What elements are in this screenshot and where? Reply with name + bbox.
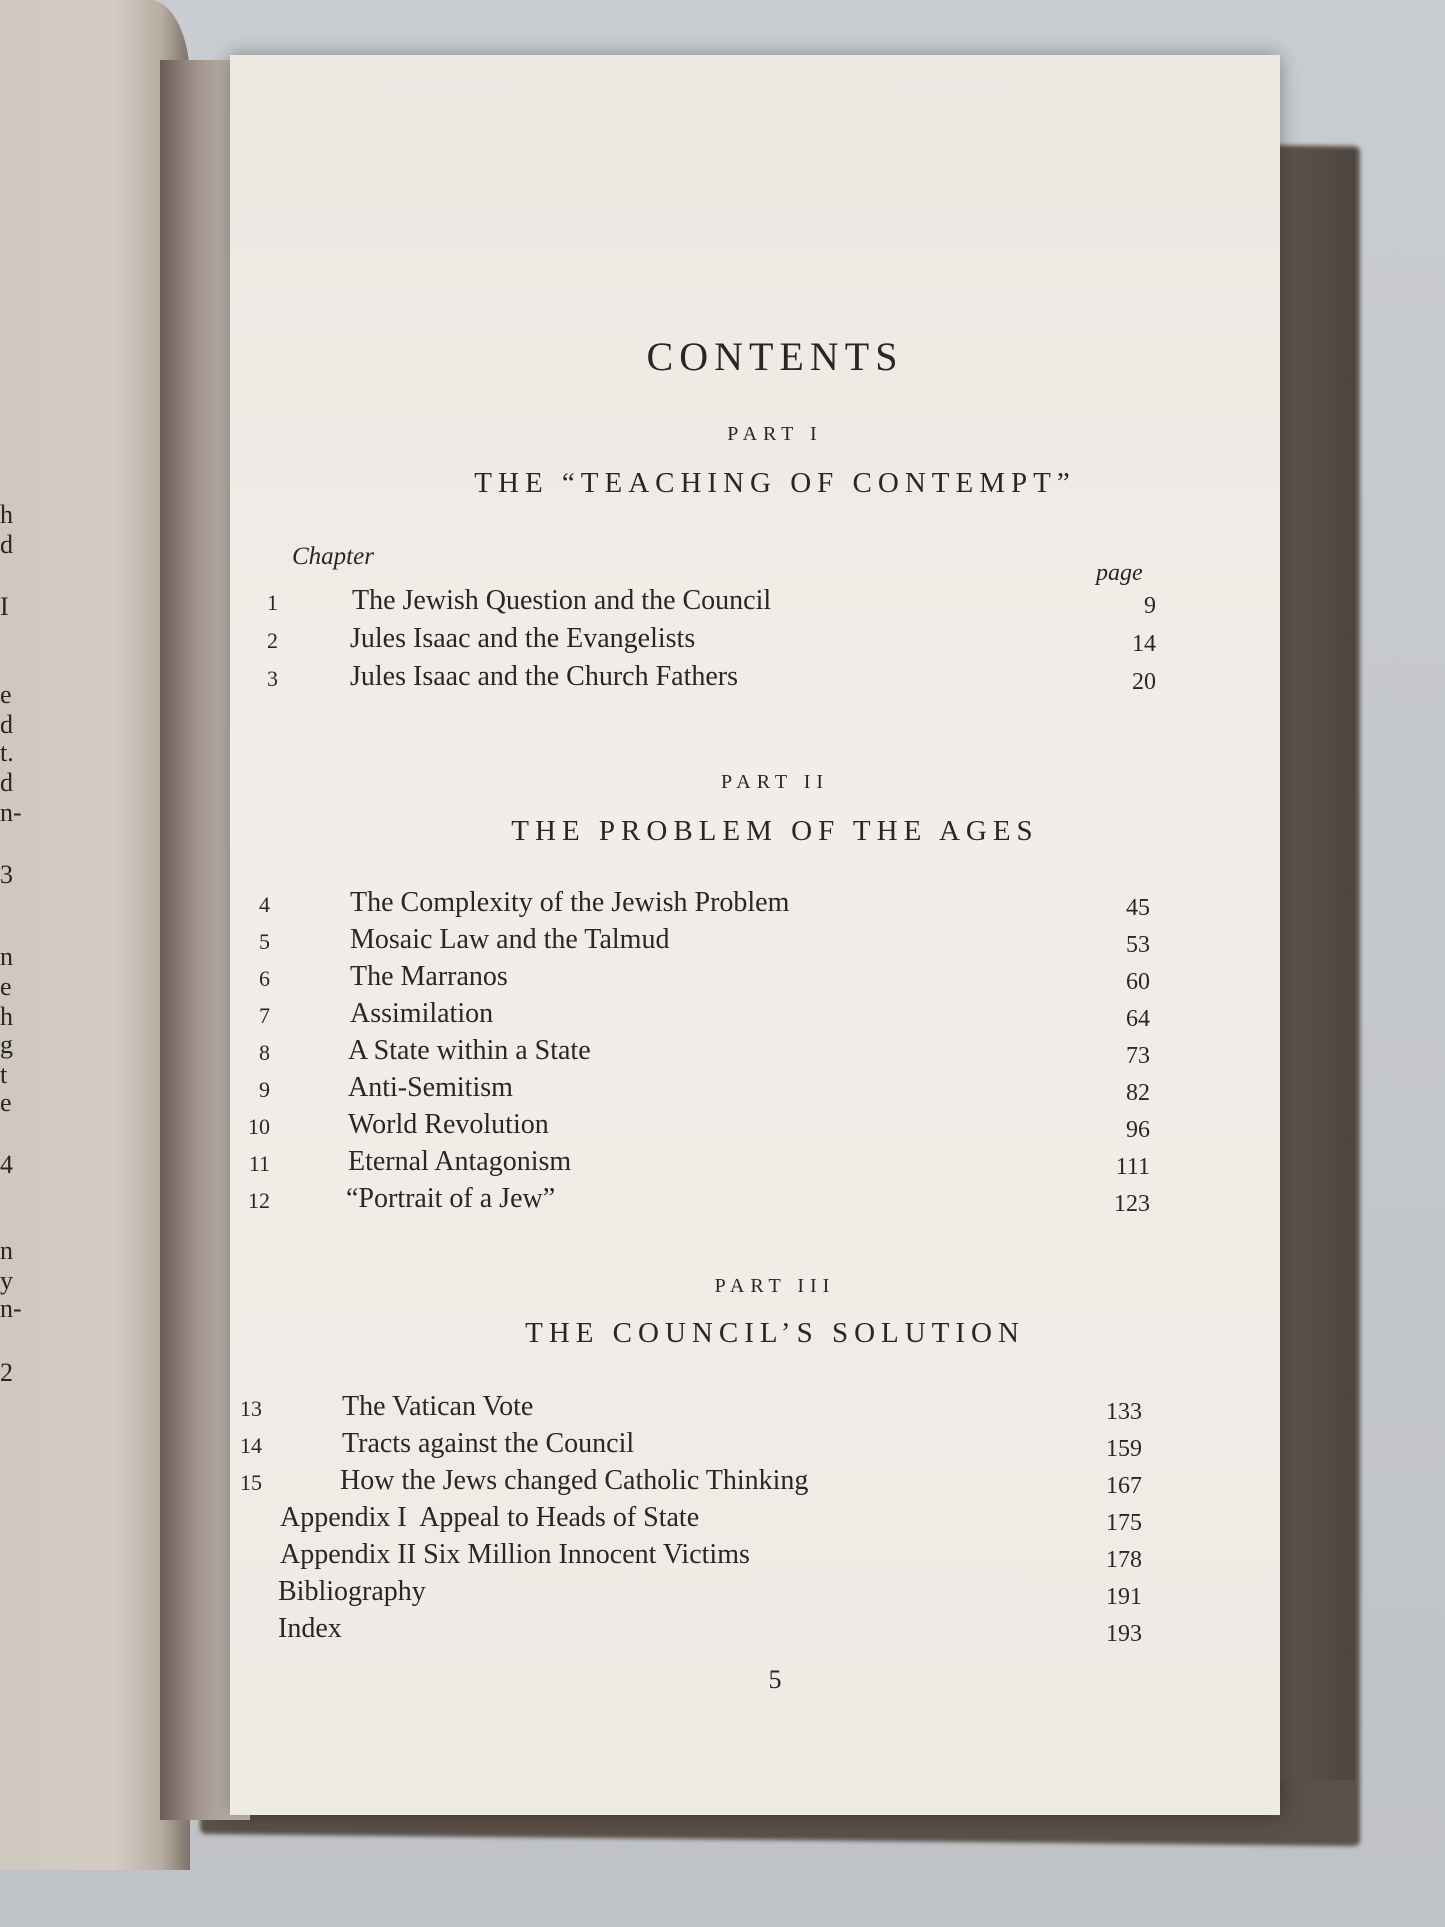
left-page-text-fragments [0,0,40,1900]
chapter-number: 1 [267,590,278,615]
page-number: 111 [1115,1154,1150,1180]
left-fragment: n- [0,798,22,827]
chapter-title: Jules Isaac and the Evangelists [350,623,696,654]
chapter-title: The Vatican Vote [342,1391,534,1422]
left-fragment: 3 [0,860,13,889]
left-fragment: n [0,942,13,971]
page-number: 191 [1106,1584,1142,1610]
part-heading: THE PROBLEM OF THE AGES [511,815,1039,847]
toc-entry [230,1072,1280,1108]
chapter-column-label: Chapter [292,543,374,570]
left-fragment: e [0,1088,12,1117]
chapter-number: 14 [240,1433,262,1458]
page-number: 73 [1126,1043,1150,1069]
chapter-number: 4 [259,892,270,917]
back-matter-entry [230,1502,1280,1538]
toc-entry [230,1428,1280,1464]
left-fragment: h [0,1002,13,1031]
left-fragment: h [0,500,13,529]
left-fragment: g [0,1030,13,1059]
chapter-number: 6 [259,966,270,991]
chapter-title: World Revolution [348,1109,549,1140]
chapter-title: Mosaic Law and the Talmud [350,924,670,955]
chapter-number: 11 [248,1151,270,1176]
back-matter-title: Appendix II Six Million Innocent Victims [280,1539,750,1570]
part-label: PART II [720,771,830,793]
page-number: 175 [1106,1510,1142,1536]
toc-entry [230,1183,1280,1219]
chapter-number: 2 [267,628,278,653]
part-heading: THE “TEACHING OF CONTEMPT” [474,467,1076,499]
page-column-label: page [1096,560,1143,586]
left-fragment: e [0,680,12,709]
chapter-title: Tracts against the Council [342,1428,635,1459]
part-heading: THE COUNCIL’S SOLUTION [525,1317,1025,1349]
toc-entry [230,585,1280,621]
page-folio-number: 5 [768,1665,782,1694]
page-number: 64 [1126,1006,1150,1032]
page-number: 9 [1144,593,1156,619]
page-number: 133 [1106,1399,1142,1425]
chapter-title: A State within a State [348,1035,591,1066]
chapter-number: 10 [248,1114,270,1139]
chapter-number: 8 [259,1040,270,1065]
page-number: 82 [1126,1080,1150,1106]
toc-entry [230,1465,1280,1501]
chapter-title: “Portrait of a Jew” [346,1183,556,1214]
chapter-title: The Jewish Question and the Council [352,585,772,616]
toc-entry [230,887,1280,923]
page-number: 123 [1114,1191,1150,1217]
chapter-title: Eternal Antagonism [348,1146,572,1177]
chapter-number: 3 [267,666,278,691]
left-fragment: n [0,1236,13,1265]
back-matter-title: Bibliography [278,1576,426,1607]
toc-entry [230,998,1280,1034]
part-label: PART III [714,1275,836,1297]
left-fragment: 2 [0,1358,13,1387]
chapter-title: How the Jews changed Catholic Thinking [340,1465,809,1496]
toc-entry [230,1109,1280,1145]
back-matter-entry [230,1613,1280,1649]
left-fragment: e [0,972,12,1001]
page-number: 193 [1106,1621,1142,1647]
page-number: 159 [1106,1436,1142,1462]
page-number: 178 [1106,1547,1142,1573]
back-matter-entry [230,1576,1280,1612]
chapter-number: 5 [259,929,270,954]
left-fragment: 4 [0,1150,13,1179]
toc-entry [230,661,1280,697]
part-label: PART I [727,423,823,445]
page-number: 60 [1126,969,1150,995]
left-fragment: d [0,710,13,739]
toc-entry [230,1146,1280,1182]
left-fragment: I [0,592,9,621]
chapter-number: 13 [240,1396,262,1421]
page-title: CONTENTS [646,334,904,379]
chapter-number: 7 [259,1003,270,1028]
chapter-number: 12 [248,1188,270,1213]
page-number: 96 [1126,1117,1150,1143]
left-fragment: n- [0,1294,22,1323]
chapter-number: 9 [259,1077,270,1102]
toc-entry [230,924,1280,960]
left-fragment: y [0,1266,13,1295]
page-number: 20 [1132,669,1156,695]
page-number: 45 [1126,895,1150,921]
back-matter-title: Index [278,1613,342,1644]
left-fragment: t. [0,738,14,767]
chapter-title: The Complexity of the Jewish Problem [350,887,790,918]
toc-entry [230,1035,1280,1071]
page-number: 53 [1126,932,1150,958]
back-matter-title: Appendix I Appeal to Heads of State [280,1502,700,1533]
chapter-title: Assimilation [350,998,494,1029]
page-number: 167 [1106,1473,1142,1499]
chapter-number: 15 [240,1470,262,1495]
left-fragment: d [0,768,13,797]
left-fragment: d [0,530,13,559]
toc-entry [230,961,1280,997]
chapter-title: Jules Isaac and the Church Fathers [350,661,738,692]
toc-entry [230,1391,1280,1427]
chapter-title: Anti-Semitism [348,1072,513,1103]
contents-page [230,55,1280,1815]
page-number: 14 [1132,631,1156,657]
toc-entry [230,623,1280,659]
left-fragment: t [0,1060,8,1089]
chapter-title: The Marranos [350,961,508,992]
back-matter-entry [230,1539,1280,1575]
